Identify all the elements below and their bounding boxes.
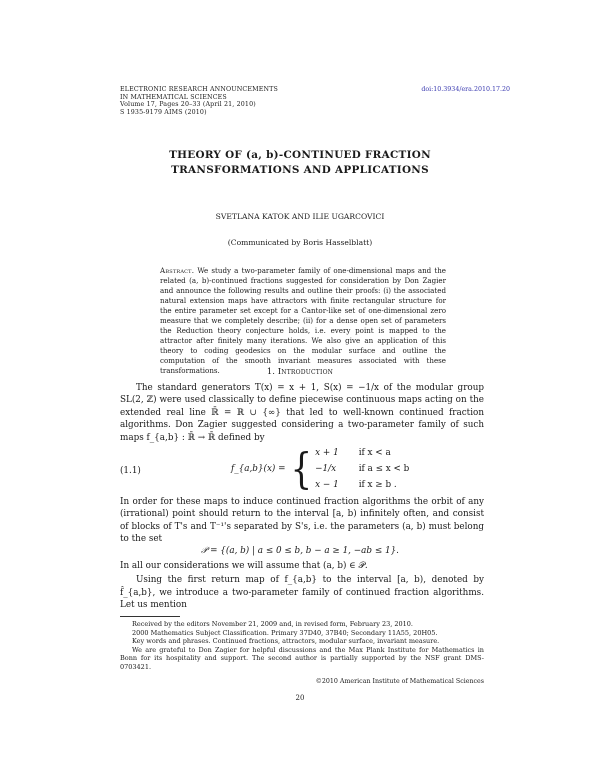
paper-title-line1: THEORY OF (a, b)-CONTINUED FRACTION: [169, 149, 431, 161]
keywords-note: Key words and phrases. Continued fractions, attractors, modular surface, invariant measure.: [132, 637, 440, 646]
section-number: 1.: [266, 367, 275, 377]
case-2-condition: if a ≤ x < b: [358, 464, 410, 474]
case-3-condition: if x ≥ b .: [358, 480, 397, 490]
doi-link[interactable]: doi:10.3934/era.2010.17.20: [421, 86, 510, 93]
intro-paragraph-3: [120, 560, 484, 612]
page-number: 20: [295, 694, 305, 702]
journal-header: [120, 86, 278, 116]
communicated-by: (Communicated by Boris Hasselblatt): [227, 238, 373, 247]
set-formula: 𝒫 = {(a, b) | a ≤ 0 ≤ b, b − a ≥ 1, −ab ≤ 1}.: [201, 546, 399, 556]
intro-paragraph-1: [120, 382, 484, 444]
intro-paragraph-2: [120, 496, 484, 546]
msc-note: 2000 Mathematics Subject Classification. Primary 37D40, 37B40; Secondary 11A55, 20H05.: [132, 628, 438, 637]
paragraph-text: In all our considerations we will assume that (a, b) ∈ 𝒫.: [120, 561, 368, 571]
case-2-value: −1/x: [315, 464, 337, 474]
journal-name-line2: IN MATHEMATICAL SCIENCES: [120, 93, 227, 101]
issn-line: S 1935-9179 AIMS (2010): [120, 108, 207, 116]
authors: SVETLANA KATOK AND ILIE UGARCOVICI: [215, 212, 385, 221]
case-3-value: x − 1: [315, 480, 339, 490]
received-note: Received by the editors November 21, 2009 and, in revised form, February 23, 2010.: [132, 620, 413, 628]
volume-line: Volume 17, Pages 20–33 (April 21, 2010): [120, 101, 256, 109]
acknowledgments-note: We are grateful to Don Zagier for helpful discussions and the Max Plank Institute for Mathematics in Bonn for its hospitality and support. The second author is partially supported by the NSF grant DMS-0703421.: [120, 645, 484, 671]
abstract-text: We study a two-parameter family of one-dimensional maps and the related (a, b)-continued fractions suggested for consideration by Don Zagier and announce the following results and outline their proofs: (i) the associated natural extension maps have attractors with finite rectangular structure for the entire parameter set except for a Cantor-like set of one-dimensional zero measure that we completely describe; (ii) for a dense open set of parameters the Reduction theory conjecture holds, i.e. every point is mapped to the attractor after finitely many iterations. We also give an application of this theory to coding geodesics on the modular surface and outline the computation of the smooth invariant measures associated with these transformations.: [160, 266, 446, 375]
paragraph-text: The standard generators T(x) = x + 1, S(x) = −1/x of the modular group SL(2, ℤ) were used classically to define piecewise continuous maps acting on the extended real line ℝ̄ = ℝ ∪ {∞} that led to well-known continued fraction algorithms. Don Zagier suggested considering a two-parameter family of such maps f_{a,b} : ℝ̄ → ℝ̄ defined by: [120, 383, 484, 443]
copyright-notice: ©2010 American Institute of Mathematical Sciences: [315, 678, 484, 685]
paragraph-text: In order for these maps to induce continued fraction algorithms the orbit of any (irrational) point should return to the interval [a, b) infinitely often, and consist of blocks of T's and T⁻¹'s separated by S's, i.e. the parameters (a, b) must belong to the set: [120, 497, 484, 545]
case-1-condition: if x < a: [358, 448, 391, 458]
footnote-divider: [120, 616, 180, 617]
equation-label: (1.1): [120, 466, 141, 476]
footnotes: [120, 620, 484, 672]
section-heading: [0, 367, 600, 377]
case-1-value: x + 1: [315, 448, 339, 458]
equation-1-1: [230, 446, 411, 492]
journal-name-line1: ELECTRONIC RESEARCH ANNOUNCEMENTS: [120, 86, 278, 93]
abstract: [160, 266, 446, 376]
left-brace-icon: {: [290, 444, 313, 494]
equation-lhs: f_{a,b}(x) =: [231, 464, 286, 474]
abstract-label: Abstract.: [160, 266, 195, 275]
parameter-set-definition: [0, 546, 600, 556]
section-title: Introduction: [277, 367, 334, 377]
paragraph-text: Using the first return map of f_{a,b} to the interval [a, b), denoted by f̂_{a,b}, we introduce a two-parameter family of continued fraction algorithms. Let us mention: [120, 575, 484, 611]
paper-title-line2: TRANSFORMATIONS AND APPLICATIONS: [171, 164, 429, 176]
